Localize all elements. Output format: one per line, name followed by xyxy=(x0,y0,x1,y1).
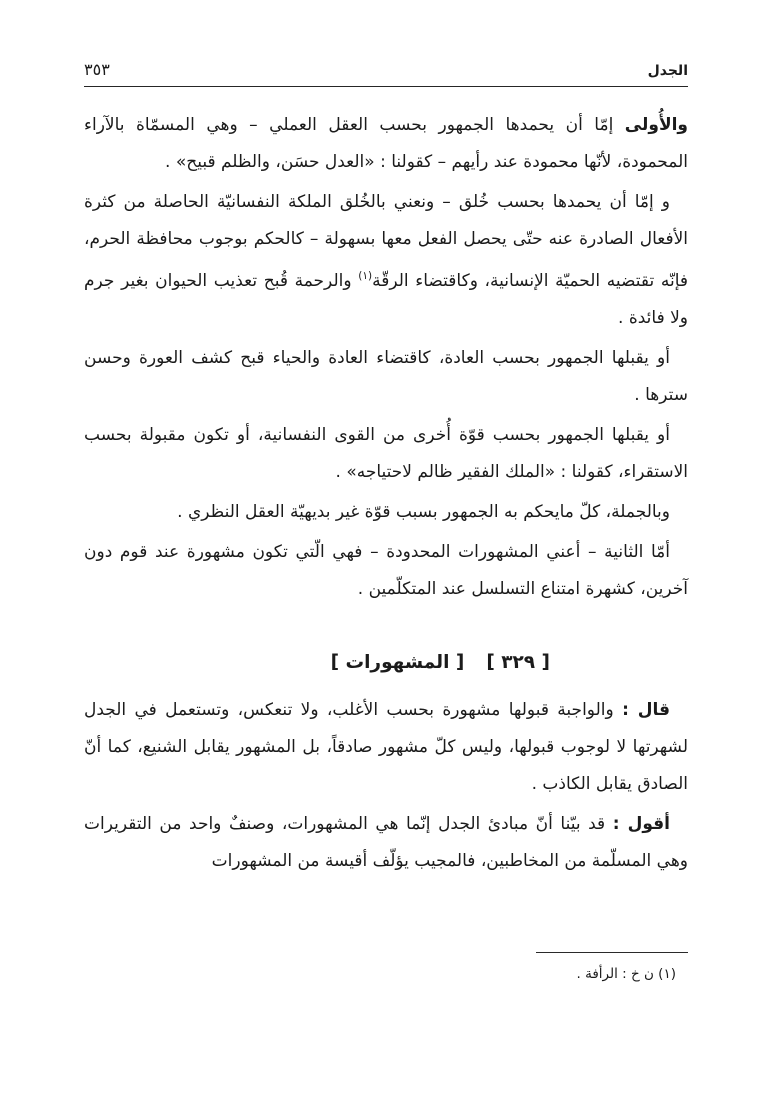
paragraph-6 xyxy=(84,534,688,608)
lead-word: والأُولى xyxy=(624,115,688,135)
paragraph-text: إمّا أن يحمدها الجمهور بحسب العقل العملي – وهي المسمّاة بالآراء المحمودة، لأنّها محمودة عند رأيهم – كقولنا : «العدل حسَن، والظلم قبيح» . xyxy=(84,115,688,172)
footnote-area xyxy=(84,952,688,986)
header-rule xyxy=(84,86,688,87)
text-block xyxy=(84,107,688,880)
paragraph-2 xyxy=(84,184,688,337)
paragraph-4 xyxy=(84,417,688,491)
lead-word-aqul: أقول : xyxy=(612,814,670,834)
paragraph-text: أو يقبلها الجمهور بحسب العادة، كاقتضاء العادة والحياء قبح كشف العورة وحسن سترها . xyxy=(84,348,688,405)
paragraph-text: و إمّا أن يحمدها بحسب خُلق – ونعني بالخُلق الملكة النفسانيّة الحاصلة من كثرة الأفعال الصادرة عنه حتّى يحصل الفعل معها بسهولة – كالحكم بوجوب محافظة الحرم، فإنّه تقتضيه الحميّة الإنسانية، وكاقتضاء الرقّة xyxy=(84,192,689,291)
paragraph-text: قد بيّنا أنّ مبادئ الجدل إنّما هي المشهورات، وصنفٌ واحد من التقريرات وهي المسلّمة من المخاطبين، فالمجيب يؤلّف أقيسة من المشهورات xyxy=(84,814,688,871)
lead-word-qala: قال : xyxy=(622,700,671,720)
paragraph-8 xyxy=(84,806,688,880)
paragraph-text: أو يقبلها الجمهور بحسب قوّة أُخرى من القوى النفسانية، أو تكون مقبولة بحسب الاستقراء، كقولنا : «الملك الفقير ظالم لاحتياجه» . xyxy=(84,425,688,482)
page-header xyxy=(84,60,688,79)
page-number: ٣٥٣ xyxy=(84,60,110,79)
footnote-separator xyxy=(536,952,688,953)
running-title: الجدل xyxy=(647,63,688,79)
paragraph-3 xyxy=(84,340,688,414)
paragraph-1 xyxy=(84,107,688,181)
section-title: [ المشهورات ] xyxy=(330,652,465,673)
section-heading xyxy=(84,648,688,678)
paragraph-text: وبالجملة، كلّ مايحكم به الجمهور بسبب قوّة غير بديهيّة العقل النظري . xyxy=(177,502,670,522)
paragraph-5 xyxy=(84,494,688,531)
footnote: (١) ن خ : الرأفة . xyxy=(576,966,676,982)
paragraph-text: والرحمة قُبح تعذيب الحيوان بغير جرم ولا فائدة . xyxy=(84,271,688,328)
paragraph-text: والواجبة قبولها مشهورة بحسب الأغلب، ولا تنعكس، وتستعمل في الجدل لشهرتها لا لوجوب قبولها، وليس كلّ مشهور صادقاً، بل المشهور يقابل الشنيع، كما أنّ الصادق يقابل الكاذب . xyxy=(84,700,688,794)
section-number: [ ٣٢٩ ] xyxy=(486,652,550,673)
footnote-ref: (١) xyxy=(358,270,373,282)
paragraph-text: أمّا الثانية – أعني المشهورات المحدودة – فهي الّتي تكون مشهورة عند قوم دون آخرين، كشهرة امتناع التسلسل عند المتكلّمين . xyxy=(84,542,688,599)
paragraph-7 xyxy=(84,692,688,803)
